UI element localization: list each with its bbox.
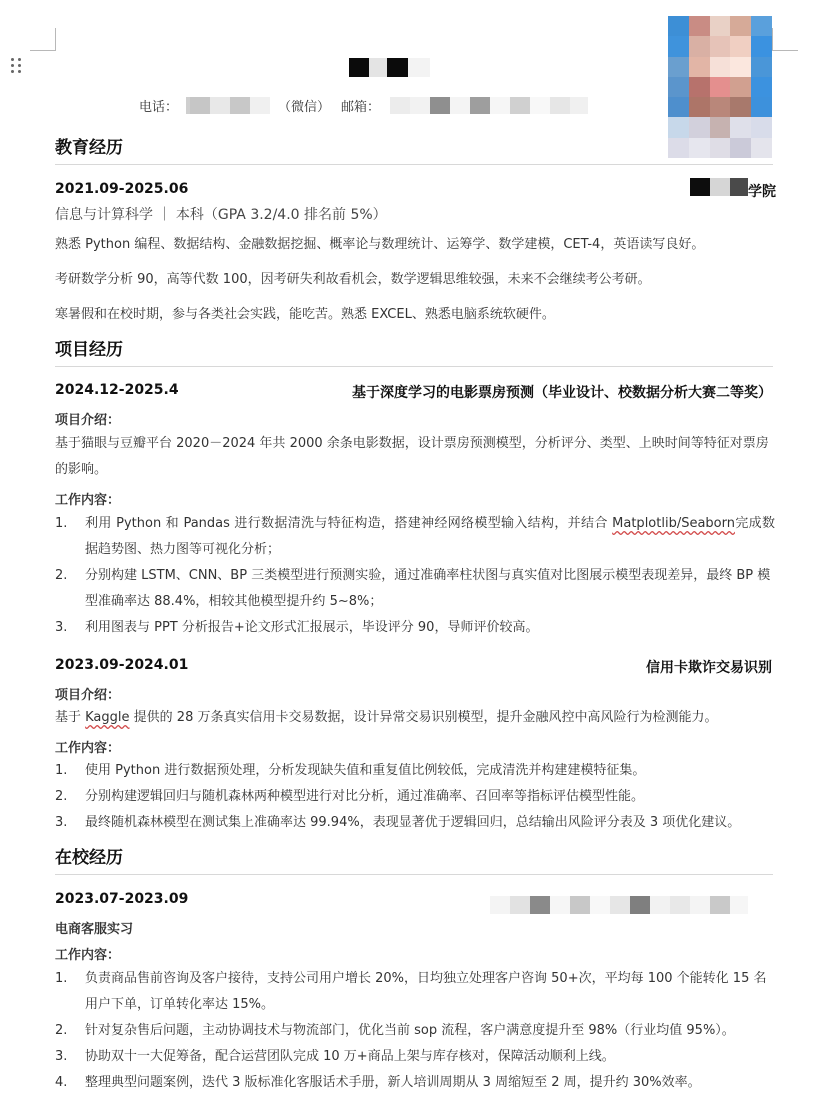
projects-section-title: 项目经历: [55, 340, 123, 360]
phone-label: 电话：: [139, 100, 179, 115]
divider: [55, 164, 773, 165]
profile-photo: [668, 16, 772, 158]
education-date: 2021.09-2025.06: [55, 181, 189, 197]
redacted-school-name: [690, 178, 748, 196]
list-item: 1. 使用 Python 进行数据预处理，分析发现缺失值和重复值比例较低，完成清洗并构建建模特征集。: [55, 763, 646, 778]
project-task-list: [55, 758, 775, 836]
project-intro-label: 项目介绍：: [55, 688, 121, 703]
wechat-note: （微信）: [278, 100, 331, 115]
spellcheck-underlined-word: Kaggle: [85, 710, 130, 725]
divider: [55, 366, 773, 367]
project-intro-label: 项目介绍：: [55, 413, 121, 428]
list-item: 1. 负责商品售前咨询及客户接待，支持公司用户增长 20%，日均独立处理客户咨询 50+次，平均每 100 个能转化 15 名用户下单，订单转化率达 15%。: [55, 971, 767, 1012]
project-title: 信用卡欺诈交易识别: [646, 660, 772, 676]
campus-work-label: 工作内容：: [55, 948, 121, 963]
campus-section-title: 在校经历: [55, 848, 123, 868]
project-intro: 基于猫眼与豆瓣平台 2020－2024 年共 2000 余条电影数据，设计票房预测模型，分析评分、类型、上映时间等特征对票房的影响。: [55, 436, 769, 477]
crop-mark-top-right-icon: [772, 28, 798, 51]
project-intro: 基于 Kaggle 提供的 28 万条真实信用卡交易数据，设计异常交易识别模型，提升金融风控中高风险行为检测能力。: [55, 710, 718, 725]
spellcheck-underlined-word: Matplotlib/Seaborn: [612, 516, 735, 531]
campus-task-list: [55, 966, 775, 1096]
project-task-list: [55, 511, 775, 641]
list-item: 2. 分别构建 LSTM、CNN、BP 三类模型进行预测实验，通过准确率柱状图与真实值对比图展示模型表现差异，最终 BP 模型准确率达 88.4%，相较其他模型提升约 5~8%；: [55, 568, 771, 609]
redacted-phone: [186, 97, 270, 114]
school-name-suffix: 学院: [748, 184, 776, 200]
crop-mark-top-left-icon: [30, 28, 56, 51]
list-item: 3. 利用图表与 PPT 分析报告+论文形式汇报展示，毕设评分 90，导师评价较高。: [55, 620, 539, 635]
email-label-wrap: [341, 96, 380, 115]
education-line: 熟悉 Python 编程、数据结构、金融数据挖掘、概率论与数理统计、运筹学、数学建模，CET-4，英语读写良好。: [55, 237, 705, 252]
project-title: 基于深度学习的电影票房预测（毕业设计、校数据分析大赛二等奖）: [352, 385, 772, 401]
project-work-label: 工作内容：: [55, 493, 121, 508]
redacted-company-name: [490, 896, 748, 914]
education-major: 信息与计算科学 ｜ 本科（GPA 3.2/4.0 排名前 5%）: [55, 207, 387, 223]
education-line: 寒暑假和在校时期，参与各类社会实践，能吃苦。熟悉 EXCEL、熟悉电脑系统软硬件。: [55, 307, 555, 322]
project-work-label: 工作内容：: [55, 741, 121, 756]
list-item: 4. 整理典型问题案例，迭代 3 版标准化客服话术手册，新人培训周期从 3 周缩短至 2 周，提升约 30%效率。: [55, 1075, 701, 1090]
project-date: 2023.09-2024.01: [55, 657, 189, 673]
campus-date: 2023.07-2023.09: [55, 891, 189, 907]
redacted-name: [349, 58, 430, 77]
divider: [55, 874, 773, 875]
list-item: 1. 利用 Python 和 Pandas 进行数据清洗与特征构造，搭建神经网络模型输入结构，并结合 Matplotlib/Seaborn完成数据趋势图、热力图等可视化分析；: [55, 516, 775, 557]
drag-handle-icon[interactable]: [11, 58, 23, 74]
list-item: 2. 针对复杂售后问题，主动协调技术与物流部门，优化当前 sop 流程，客户满意度提升至 98%（行业均值 95%）。: [55, 1023, 735, 1038]
list-item: 2. 分别构建逻辑回归与随机森林两种模型进行对比分析，通过准确率、召回率等指标评估模型性能。: [55, 789, 645, 804]
education-section-title: 教育经历: [55, 138, 123, 158]
project-date: 2024.12-2025.4: [55, 382, 179, 398]
list-item: 3. 协助双十一大促筹备，配合运营团队完成 10 万+商品上架与库存核对，保障活动顺利上线。: [55, 1049, 615, 1064]
campus-role: 电商客服实习: [55, 922, 134, 937]
email-label: 邮箱：: [341, 100, 381, 115]
redacted-email: [390, 97, 588, 114]
education-line: 考研数学分析 90，高等代数 100，因考研失利故看机会，数学逻辑思维较强，未来不会继续考公考研。: [55, 272, 651, 287]
list-item: 3. 最终随机森林模型在测试集上准确率达 99.94%，表现显著优于逻辑回归，总结输出风险评分表及 3 项优化建议。: [55, 815, 741, 830]
contact-line: [139, 96, 178, 115]
